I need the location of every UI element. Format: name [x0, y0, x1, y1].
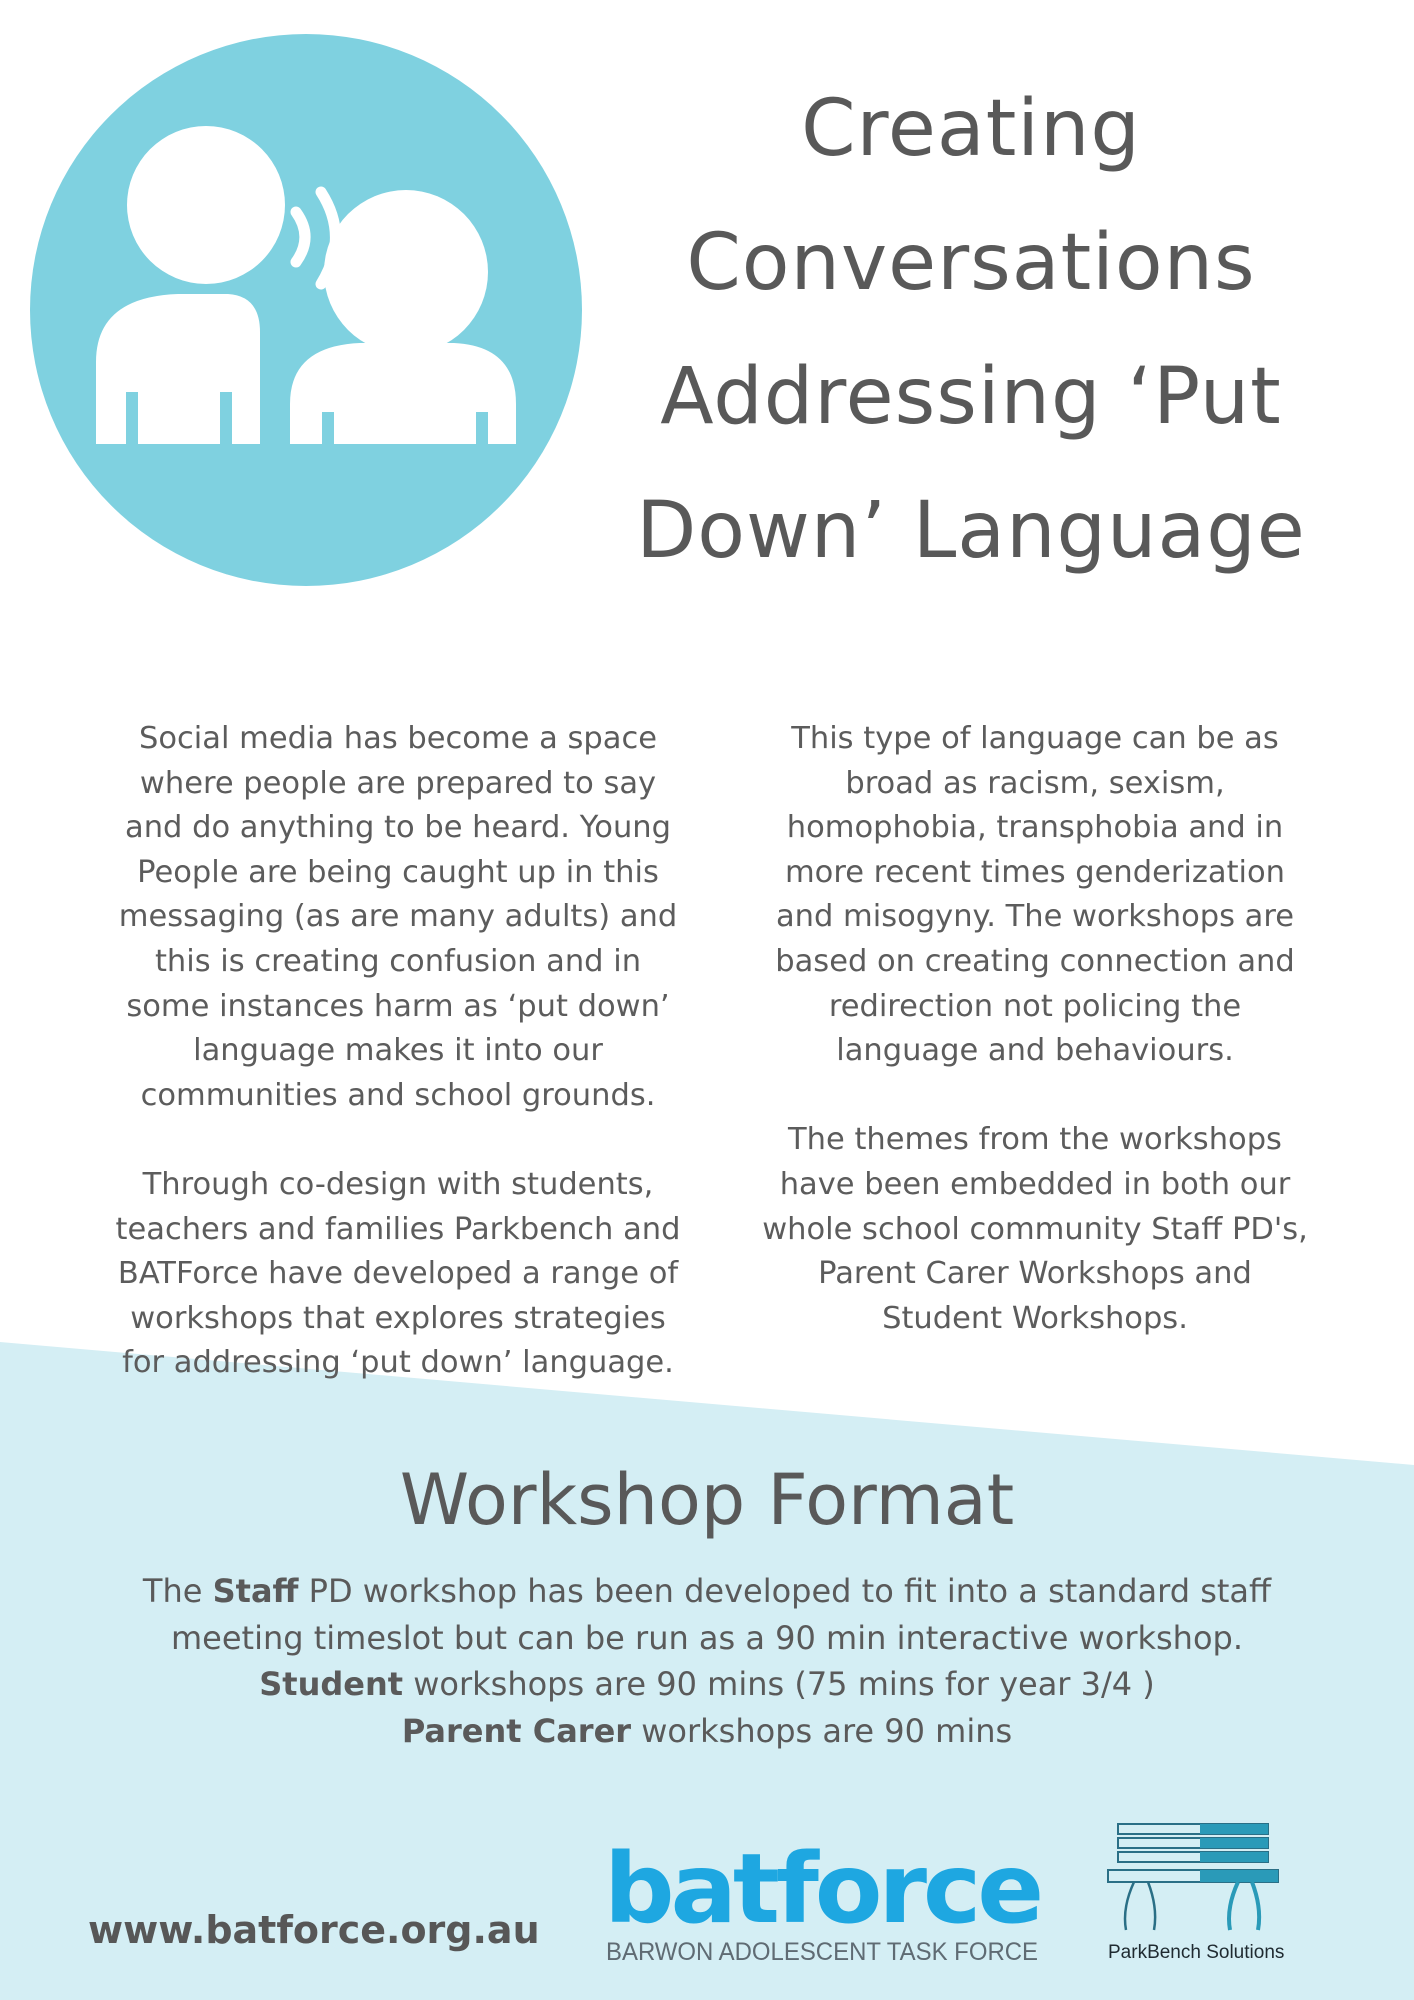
text-line: for addressing ‘put down’ language. [122, 1345, 674, 1381]
title-line: Addressing ‘Put [660, 352, 1282, 442]
text-line: teachers and families Parkbench and [115, 1211, 681, 1247]
workshop-format-heading: Workshop Format [399, 1459, 1015, 1541]
text-line: messaging (as are many adults) and [118, 899, 678, 935]
text-line: communities and school grounds. [140, 1077, 656, 1113]
staff-label: Staff [212, 1572, 299, 1610]
intro-paragraph [730, 1118, 1340, 1341]
text-line: more recent times genderization [784, 854, 1286, 890]
text-line: This type of language can be as [791, 721, 1279, 756]
text-line: language makes it into our [193, 1033, 603, 1069]
text-line: homophobia, transphobia and in [786, 810, 1284, 846]
text-line: and do anything to be heard. Young [125, 810, 671, 846]
format-line-parent [60, 1708, 1354, 1755]
intro-left-column [78, 717, 718, 1386]
text-line: Parent Carer Workshops and [818, 1256, 1252, 1292]
text-line: BATForce have developed a range of [117, 1256, 679, 1292]
text-line: whole school community Staff PD's, [762, 1211, 1308, 1247]
text-line: where people are prepared to say [139, 765, 657, 801]
text-line: this is creating confusion and in [154, 943, 642, 979]
text-line: broad as racism, sexism, [845, 765, 1225, 801]
text-line: Social media has become a space [138, 721, 657, 756]
title-line: Creating [801, 84, 1141, 174]
text-line: and misogyny. The workshops are [775, 899, 1295, 935]
intro-paragraph [730, 717, 1340, 1074]
intro-right-column [730, 717, 1340, 1341]
website-link[interactable]: www.batforce.org.au [88, 1908, 540, 1952]
text-line: workshops that explores strategies [130, 1300, 666, 1336]
title-line: Conversations [686, 218, 1256, 308]
text-line: Student Workshops. [882, 1300, 1188, 1336]
workshop-format-details [60, 1568, 1354, 1754]
format-line-staff [60, 1568, 1354, 1615]
batforce-tagline: BARWON ADOLESCENT TASK FORCE [606, 1938, 1038, 1966]
conversation-icon [28, 32, 584, 588]
text-run: The [142, 1572, 213, 1610]
text-line: have been embedded in both our [779, 1166, 1291, 1202]
text-line: language and behaviours. [836, 1033, 1234, 1069]
intro-paragraph [78, 1163, 718, 1386]
parkbench-logo [1100, 1818, 1320, 1968]
batforce-logo [600, 1836, 1050, 1966]
text-line: based on creating connection and [775, 943, 1295, 979]
text-run: workshops are 90 mins [631, 1711, 1013, 1750]
parent-carer-label: Parent Carer [401, 1711, 632, 1750]
text-run: workshops are 90 mins (75 mins for year 3/4 ) [403, 1665, 1155, 1703]
text-line: Through co-design with students, [142, 1166, 654, 1202]
page-title [585, 62, 1357, 598]
text-line: People are being caught up in this [137, 854, 659, 890]
format-line-meeting: meeting timeslot but can be run as a 90 min interactive workshop. [170, 1618, 1244, 1657]
parkbench-label: ParkBench Solutions [1108, 1942, 1285, 1963]
text-line: The themes from the workshops [788, 1122, 1282, 1158]
format-line-student [60, 1661, 1354, 1708]
title-line: Down’ Language [636, 486, 1306, 576]
intro-paragraph [78, 717, 718, 1118]
text-line: some instances harm as ‘put down’ [126, 988, 670, 1024]
batforce-wordmark: batforce [604, 1836, 1040, 1945]
text-line: redirection not policing the [828, 988, 1242, 1024]
text-run: PD workshop has been developed to fit into a standard staff [298, 1572, 1272, 1610]
student-label: Student [259, 1665, 404, 1703]
